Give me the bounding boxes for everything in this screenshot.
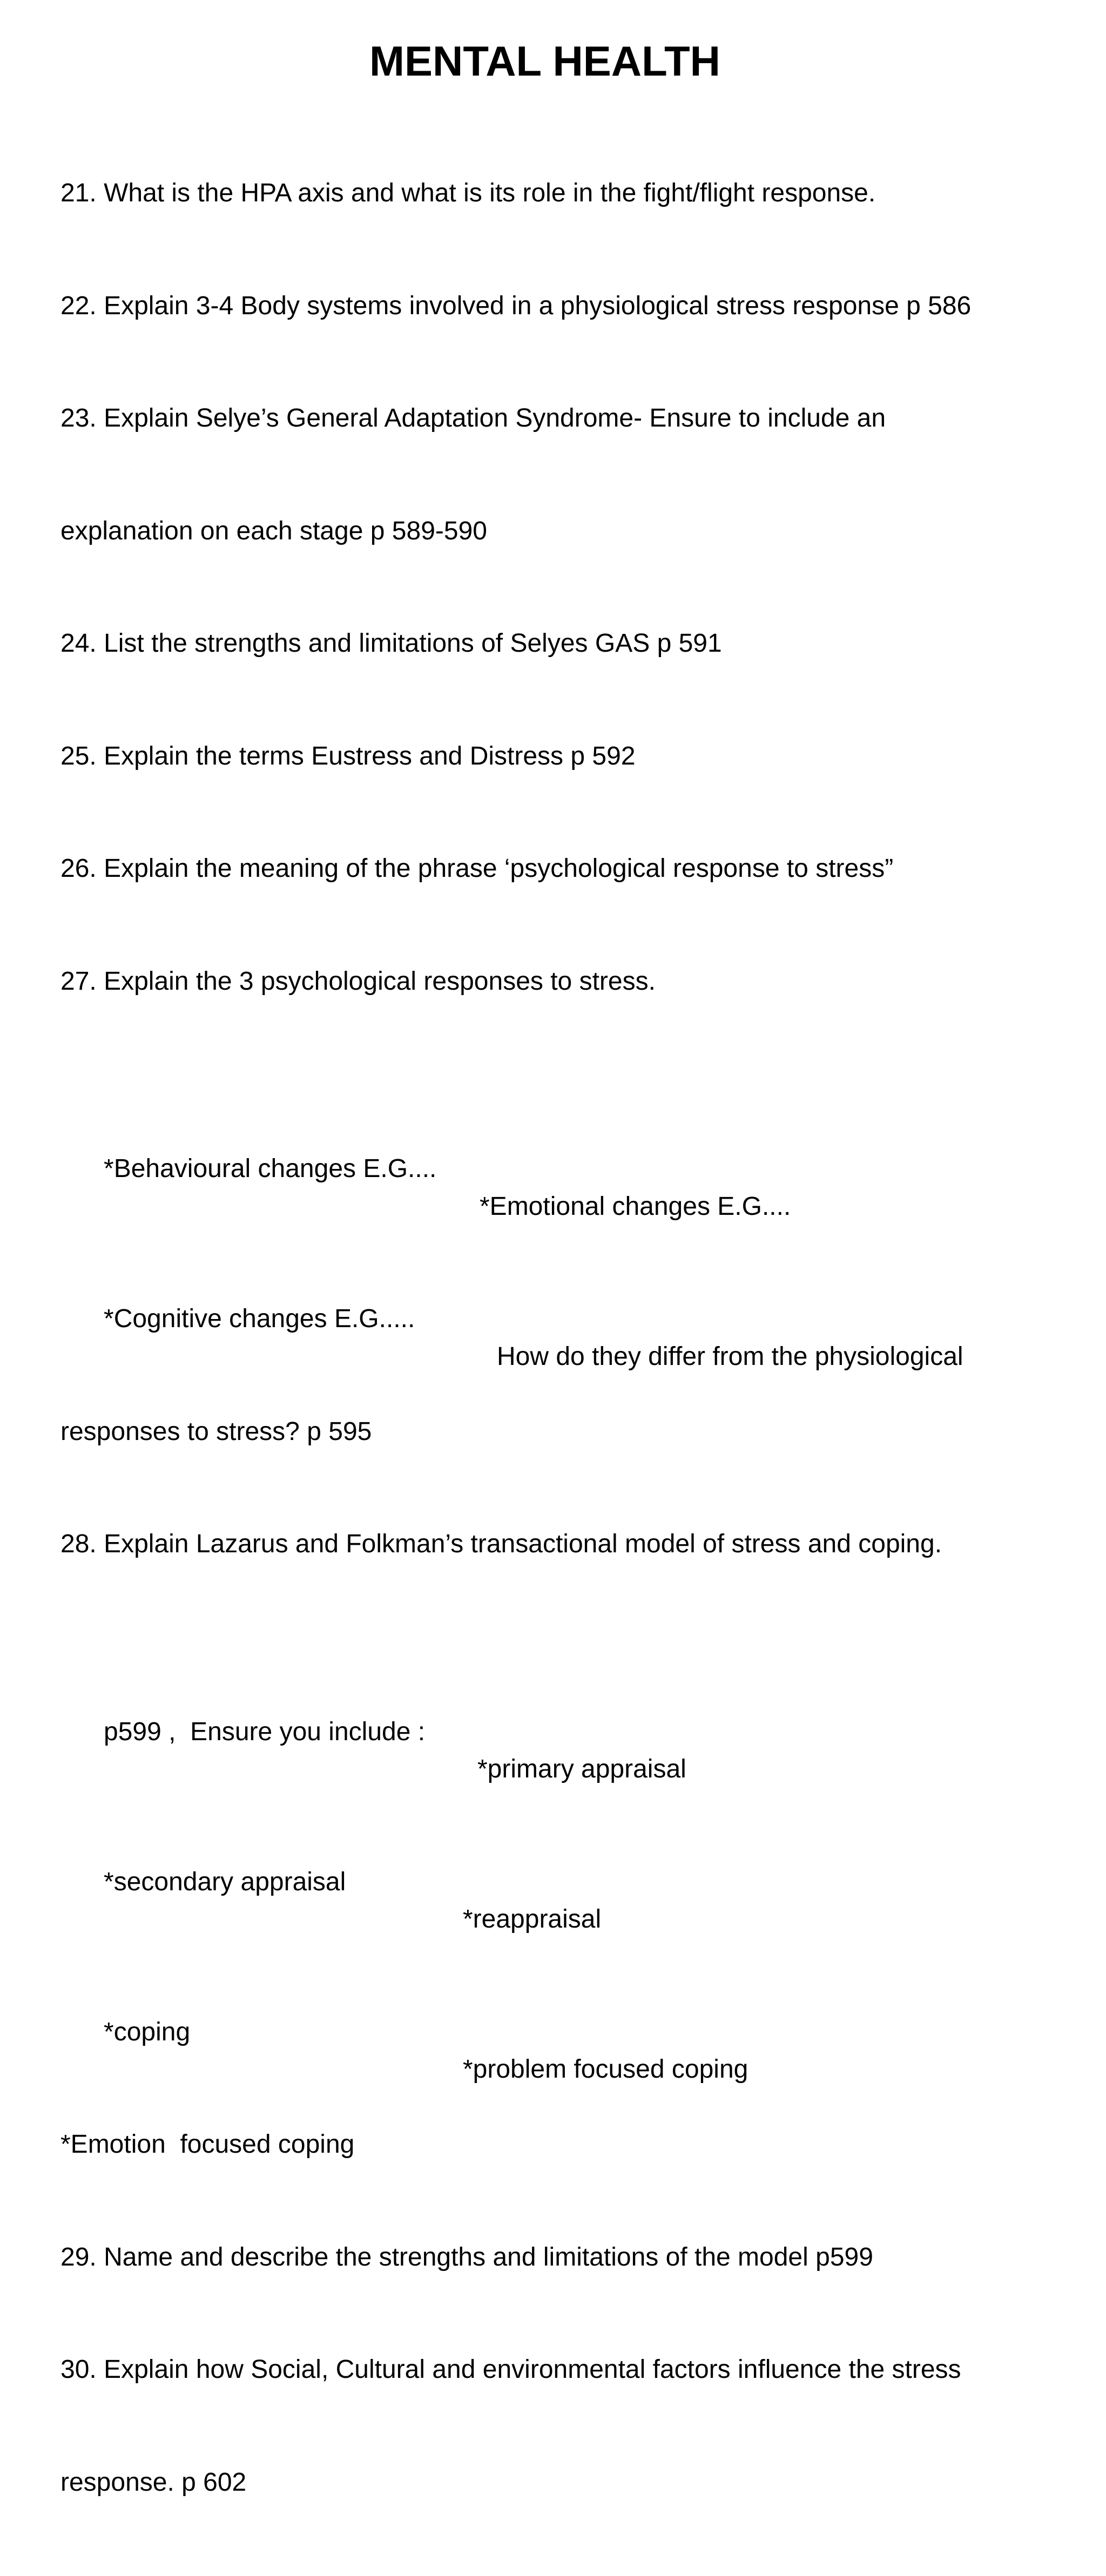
question-26: 26. Explain the meaning of the phrase ‘psychological response to stress” <box>60 854 894 883</box>
question-28: 28. Explain Lazarus and Folkman’s transactional model of stress and coping. <box>60 1530 942 1558</box>
question-23: 23. Explain Selye’s General Adaptation Syndrome- Ensure to include an <box>60 404 886 432</box>
question-21: 21. What is the HPA axis and what is its role in the fight/flight response. <box>60 179 876 207</box>
bullet-row-cognitive <box>60 1263 1087 1371</box>
slide-title: MENTAL HEALTH <box>369 37 720 85</box>
include-label: p599 , Ensure you include : <box>104 1717 426 1746</box>
question-24: 24. List the strengths and limitations of Selyes GAS p 591 <box>60 629 722 658</box>
bullet-problem-focused-coping: *problem focused coping <box>463 2055 748 2084</box>
question-22: 22. Explain 3-4 Body systems involved in a physiological stress response p 586 <box>60 291 972 320</box>
bullet-row-secondary <box>60 1825 1087 1933</box>
question-list <box>60 99 1087 2576</box>
bullet-row-behavioural-emotional <box>60 1113 1087 1221</box>
bullet-reappraisal: *reappraisal <box>463 1905 602 1933</box>
question-30-continued: response. p 602 <box>60 2467 247 2497</box>
differ-question-continued: responses to stress? p 595 <box>60 1417 372 1446</box>
bullet-behavioural: *Behavioural changes E.G.... <box>104 1154 437 1183</box>
bullet-emotion-focused-coping: *Emotion focused coping <box>60 2130 355 2159</box>
bullet-coping: *coping <box>104 2017 191 2046</box>
bullet-primary-appraisal: *primary appraisal <box>477 1755 686 1783</box>
question-25: 25. Explain the terms Eustress and Distress p 592 <box>60 741 636 770</box>
question-30: 30. Explain how Social, Cultural and environmental factors influence the stress <box>60 2355 961 2384</box>
bullet-row-coping <box>60 1976 1087 2084</box>
bullet-secondary-appraisal: *secondary appraisal <box>104 1867 346 1896</box>
bullet-cognitive: *Cognitive changes E.G..... <box>104 1304 415 1333</box>
question-23-continued: explanation on each stage p 589-590 <box>60 516 487 545</box>
differ-question: How do they differ from the physiological <box>497 1342 963 1371</box>
question-29: 29. Name and describe the strengths and limitations of the model p599 <box>60 2242 873 2271</box>
bullet-emotional: *Emotional changes E.G.... <box>480 1192 791 1221</box>
bullet-row-p599 <box>60 1675 1087 1783</box>
question-27: 27. Explain the 3 psychological responses to stress. <box>60 966 656 996</box>
